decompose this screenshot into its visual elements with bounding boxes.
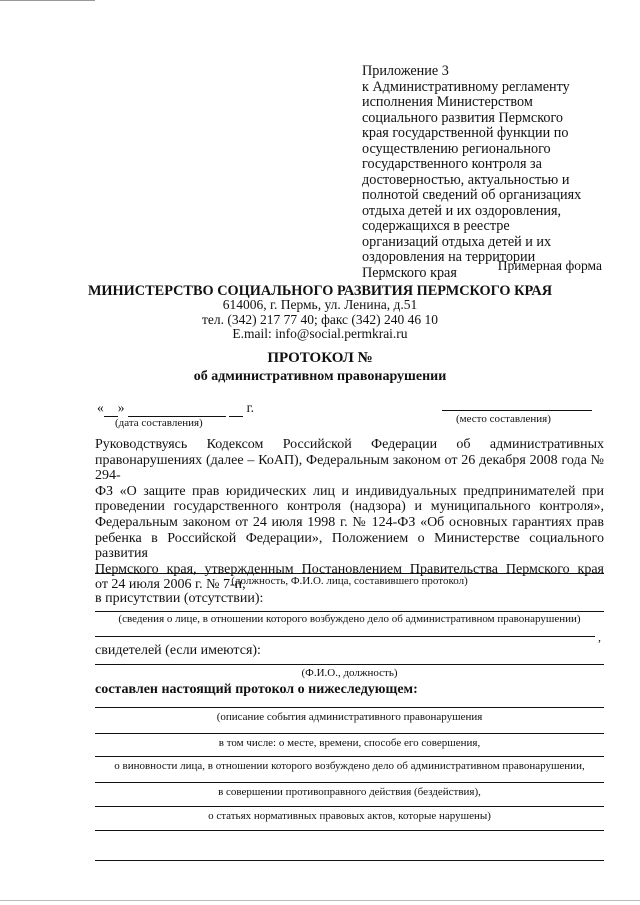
annex-line: Пермского края <box>362 264 457 281</box>
ministry-email: E.mail: info@social.permkrai.ru <box>232 326 408 341</box>
act-caption: в совершении противоправного действия (бездействия), <box>218 786 481 798</box>
annex-line: социального развития Пермского <box>362 109 564 126</box>
day-blank[interactable] <box>104 400 118 417</box>
annex-line: отдыха детей и их оздоровления, <box>362 202 562 219</box>
date-field[interactable] <box>97 400 254 417</box>
official-field-line[interactable] <box>95 573 604 574</box>
including-field-line[interactable] <box>95 733 604 734</box>
place-caption: (место составления) <box>456 413 551 425</box>
year-suffix: г. <box>246 400 255 415</box>
legal-basis-paragraph <box>95 437 604 593</box>
annex-block <box>362 64 612 281</box>
date-open-quote: « <box>97 400 104 415</box>
bottom-edge-rule <box>0 900 640 901</box>
presence-field-line[interactable] <box>95 611 604 612</box>
ministry-phone: тел. (342) 217 77 40; факс (342) 240 46 10 <box>201 311 439 327</box>
official-caption: (должность, Ф.И.О. лица, составившего протокол) <box>231 575 468 587</box>
annex-line: содержащихся в реестре <box>362 218 510 234</box>
annex-line: Приложение 3 <box>362 63 449 79</box>
person-info-field-line[interactable] <box>95 636 595 637</box>
person-info-caption: (сведения о лице, в отношении которого возбуждено дело об административном правонарушении) <box>118 613 581 625</box>
paragraph-line: правонарушениях (далее – КоАП), Федеральным законом от 26 декабря 2008 года № 294- <box>95 452 604 484</box>
guilt-caption: о виновности лица, в отношении которого возбуждено дело об административном правонарушении, <box>114 760 585 772</box>
presence-label: в присутствии (отсутствии): <box>95 591 264 606</box>
document-subtitle: об административном правонарушении <box>193 369 447 384</box>
annex-line: организаций отдыха детей и их <box>362 233 552 250</box>
annex-line: исполнения Министерством <box>362 94 533 110</box>
month-blank[interactable] <box>128 400 226 417</box>
paragraph-line: ФЗ «О защите прав юридических лиц и индивидуальных предпринимателей при <box>95 483 604 499</box>
annex-line: полнотой сведений об организациях <box>362 187 582 203</box>
form-note: Примерная форма <box>497 258 602 273</box>
extra-field-line[interactable] <box>95 860 604 861</box>
year-blank[interactable] <box>229 400 243 417</box>
annex-line: к Административному регламенту <box>362 78 570 95</box>
witnesses-label: свидетелей (если имеются): <box>95 643 261 658</box>
event-caption: (описание события административного правонарушения <box>216 711 483 723</box>
paragraph-line: от 24 июля 2006 г. № 7-п, <box>95 577 246 593</box>
act-field-line[interactable] <box>95 782 604 783</box>
event-field-line[interactable] <box>95 707 604 708</box>
top-edge-rule <box>0 0 95 1</box>
witness-caption: (Ф.И.О., должность) <box>301 667 398 679</box>
ministry-address: 614006, г. Пермь, ул. Ленина, д.51 <box>222 297 418 312</box>
guilt-field-line[interactable] <box>95 756 604 757</box>
witnesses-field-line[interactable] <box>95 664 604 665</box>
articles-field-line[interactable] <box>95 806 604 807</box>
ministry-name: МИНИСТЕРСТВО СОЦИАЛЬНОГО РАЗВИТИЯ ПЕРМСКОГО КРАЯ <box>87 283 553 299</box>
paragraph-line: ребенка в Российской Федерации», Положением о Министерстве социального развития <box>95 530 604 562</box>
including-caption: в том числе: о месте, времени, способе его совершения, <box>218 737 481 749</box>
place-field[interactable] <box>442 410 592 411</box>
annex-line: достоверностью, актуальностью и <box>362 171 570 188</box>
articles-caption: о статьях нормативных правовых актов, которые нарушены) <box>208 810 491 822</box>
ministry-contacts <box>0 298 640 342</box>
annex-line: края государственной функции по <box>362 125 569 141</box>
person-info-comma: , <box>598 630 601 644</box>
document-title: ПРОТОКОЛ № <box>267 350 373 366</box>
extra-field-line[interactable] <box>95 830 604 831</box>
compiled-label: составлен настоящий протокол о нижеследующем: <box>95 682 418 697</box>
date-close-quote: » <box>117 400 125 415</box>
paragraph-line: Федеральным законом от 24 июля 1998 г. № 124-ФЗ «Об основных гарантиях прав <box>95 514 604 530</box>
annex-line: осуществлению регионального <box>362 140 551 157</box>
paragraph-line: проведении государственного контроля (надзора) и муниципального контроля», <box>95 499 604 515</box>
paragraph-line: Пермского края, утвержденным Постановлением Правительства Пермского края <box>95 561 604 577</box>
annex-line: государственного контроля за <box>362 156 542 172</box>
date-caption: (дата составления) <box>115 417 203 429</box>
paragraph-line: Руководствуясь Кодексом Российской Федерации об административных <box>95 437 604 452</box>
annex-line: оздоровления на территории <box>362 249 536 265</box>
